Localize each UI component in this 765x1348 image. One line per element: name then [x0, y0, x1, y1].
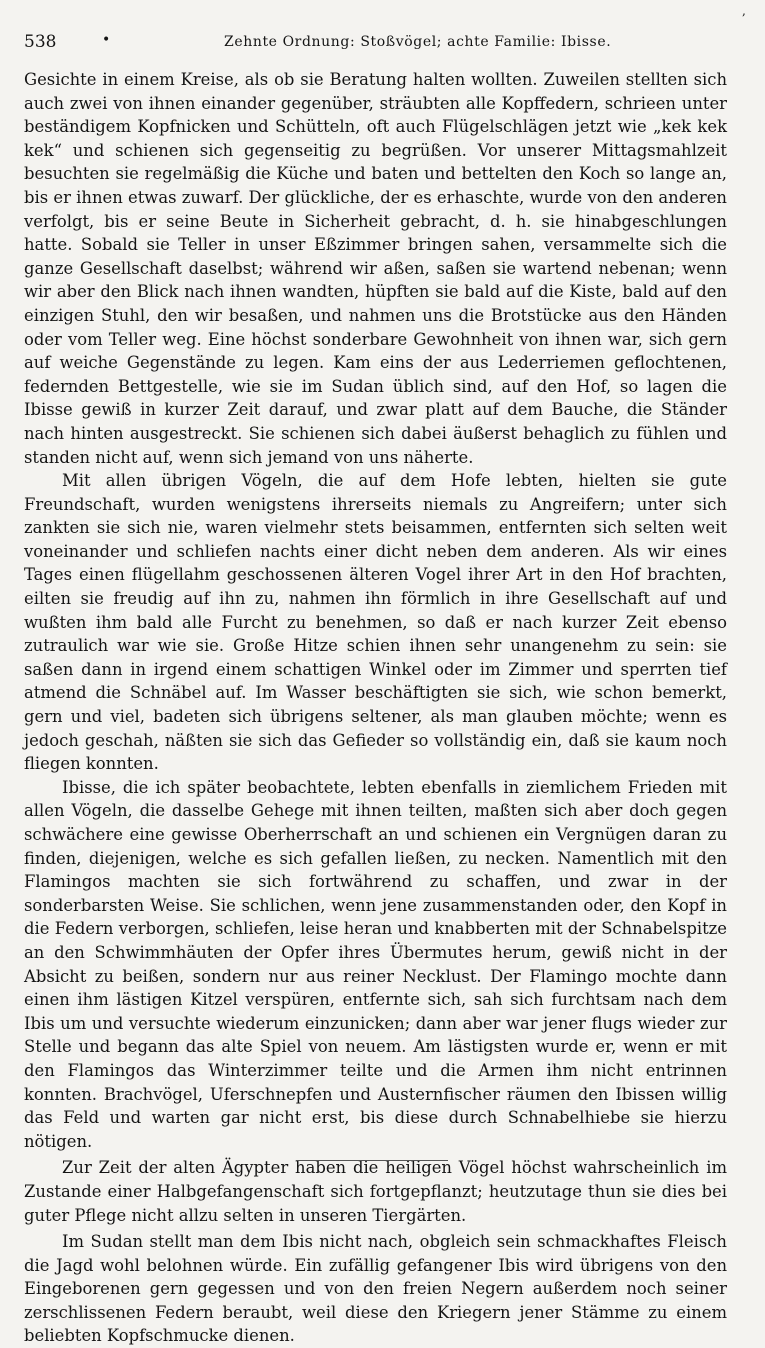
paragraph: Ibisse, die ich später beobachtete, lebten ebenfalls in ziemlichem Frieden mit allen Vögeln, die dasselbe Gehege mit ihnen teilten, maßten sich aber doch gegen schwächere eine gewisse Oberherrschaft an und schienen ein Vergnügen daran zu finden, diejenigen, welche es sich gefallen ließen, zu necken. Namentlich mit den Flamingos machten sie sich fortwährend zu schaffen, und zwar in der sonderbarsten Weise. Sie schlichen, wenn jene zusammenstanden oder, den Kopf in die Federn verborgen, schliefen, leise heran und knabberten mit der Schnabelspitze an den Schwimmhäuten der Opfer ihres Übermutes herum, gewiß nicht in der Absicht zu beißen, sondern nur aus reiner Necklust. Der Flamingo mochte dann einen ihm lästigen Kitzel verspüren, entfernte sich, sah sich furchtsam nach dem Ibis um und versuchte wiederum einzunicken; dann aber war jener flugs wieder zur Stelle und begann das alte Spiel von neuem. Am lästigsten wurde er, wenn er mit den Flamingos das Winterzimmer teilte und die Armen ihm nicht entrinnen konnten. Brachvögel, Uferschnepfen und Austernfischer räumen den Ibissen willig das Feld und warten gar nicht erst, bis diese durch Schnabelhiebe sie hierzu nötigen. — [24, 777, 727, 1151]
running-head: Zehnte Ordnung: Stoßvögel; achte Familie: Ibisse. — [224, 34, 612, 50]
page-number: 538 — [24, 32, 57, 52]
paragraph: Mit allen übrigen Vögeln, die auf dem Hofe lebten, hielten sie gute Freundschaft, wurden wenigstens ihrerseits niemals zu Angreifern; unter sich zankten sie sich nie, waren vielmehr stets beisammen, entfernten sich selten weit voneinander und schliefen nachts einer dicht neben dem anderen. Als wir eines Tages einen flügellahm geschossenen älteren Vogel ihrer Art in den Hof brachten, eilten sie freudig auf ihn zu, nahmen ihn förmlich in ihre Gesellschaft auf und wußten ihm bald alle Furcht zu benehmen, so daß er nach kurzer Zeit ebenso zutraulich war wie sie. Große Hitze schien ihnen sehr unangenehm zu sein: sie saßen dann in irgend einem schattigen Winkel oder im Zimmer und sperrten tief atmend die Schnäbel auf. Im Wasser beschäftigten sie sich, wie schon bemerkt, gern und viel, badeten sich übrigens seltener, als man glauben möchte; wenn es jedoch geschah, näßten sie sich das Gefieder so vollständig ein, daß sie kaum noch fliegen konnten. — [24, 471, 727, 774]
paragraph: Zur Zeit der alten Ägypter haben die heiligen Vögel höchst wahrscheinlich im Zustande einer Halbgefangenschaft sich fortgepflanzt; heutzutage thun sie dies bei guter Pflege nicht allzu selten in unseren Tiergärten. — [24, 1158, 727, 1225]
paragraph: Gesichte in einem Kreise, als ob sie Beratung halten wollten. Zuweilen stellten sich auch zwei von ihnen einander gegenüber, sträubten alle Kopffedern, schrieen unter beständigem Kopfnicken und Schütteln, oft auch Flügelschlägen jetzt wie „kek kek kek“ und schienen sich gegenseitig zu begrüßen. Vor unserer Mittagsmahlzeit besuchten sie regelmäßig die Küche und baten und bettelten den Koch so lange an, bis er ihnen etwas zuwarf. Der glückliche, der es erhaschte, wurde von den anderen verfolgt, bis er seine Beute in Sicherheit gebracht, d. h. sie hinabgeschlungen hatte. Sobald sie Teller in unser Eßzimmer bringen sahen, versammelte sich die ganze Gesellschaft daselbst; während wir aßen, saßen sie wartend nebenan; wenn wir aber den Blick nach ihnen wandten, hüpften sie bald auf die Kiste, bald auf den einzigen Stuhl, den wir besaßen, und nahmen uns die Brotstücke aus den Händen oder vom Teller weg. Eine höchst sonderbare Gewohnheit von ihnen war, sich gern auf weiche Gegenstände zu legen. Kam eins der aus Lederriemen geflochtenen, federnden Bettgestelle, wie sie im Sudan üblich sind, auf den Hof, so lagen die Ibisse gewiß in kurzer Zeit darauf, und zwar platt auf dem Bauche, die Ständer nach hinten ausgestreckt. Sie schienen sich dabei äußerst behaglich zu fühlen und standen nicht auf, wenn sich jemand von uns näherte. — [24, 70, 727, 467]
decorative-dot: • — [102, 32, 111, 48]
corner-mark: , — [742, 4, 746, 18]
page-header — [24, 28, 727, 58]
footer-rule — [296, 1160, 448, 1161]
paragraph: Im Sudan stellt man dem Ibis nicht nach, obgleich sein schmackhaftes Fleisch die Jagd wohl belohnen würde. Ein zufällig gefangener Ibis wird übrigens von den Eingeborenen gern gegessen und von den freien Negern außerdem noch seiner zerschlissenen Federn beraubt, weil diese den Kriegern jener Stämme zu einem beliebten Kopfschmucke dienen. — [24, 1232, 727, 1346]
page-body — [24, 68, 727, 1348]
